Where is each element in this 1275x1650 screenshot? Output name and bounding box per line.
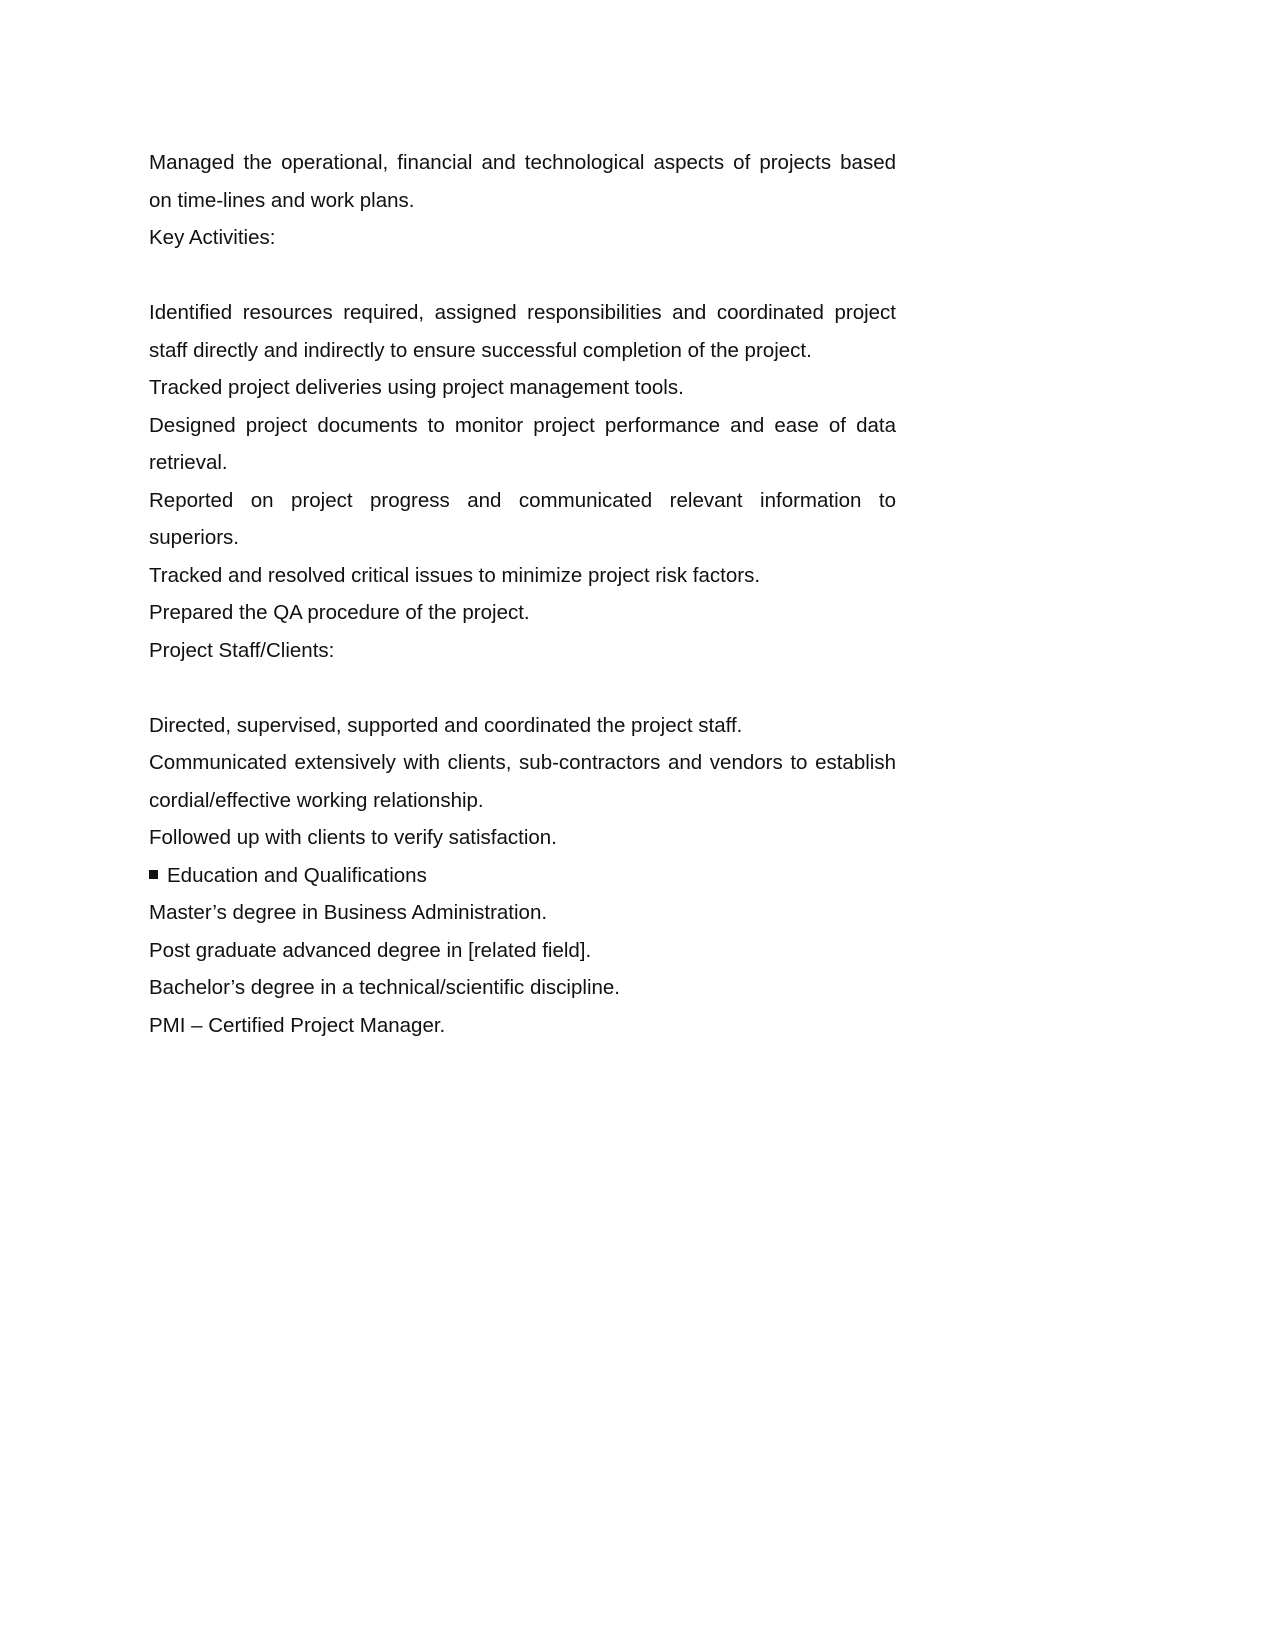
overview-line-2: on time-lines and work plans. [149, 188, 415, 212]
blank-line [149, 257, 896, 295]
activity-3-line-1: Designed project documents to monitor project performance and ease of data [149, 413, 896, 437]
staff-item-2-line-1: Communicated extensively with clients, sub-contractors and vendors to establish [149, 751, 896, 774]
project-staff-heading: Project Staff/Clients: [149, 638, 335, 662]
overview-line-1: Managed the operational, financial and technological aspects of projects based [149, 151, 896, 174]
education-heading: Education and Qualifications [167, 863, 427, 887]
education-item: Master’s degree in Business Administration. [149, 901, 548, 924]
staff-item-1: Directed, supervised, supported and coordinated the project staff. [149, 713, 743, 737]
activity-1-line-1: Identified resources required, assigned responsibilities and coordinated project [149, 301, 896, 324]
black-square-bullet-icon [149, 870, 158, 879]
activity-5: Tracked and resolved critical issues to minimize project risk factors. [149, 563, 761, 587]
staff-item-3: Followed up with clients to verify satisfaction. [149, 826, 557, 849]
activity-2: Tracked project deliveries using project management tools. [149, 376, 684, 399]
activity-1-line-2: staff directly and indirectly to ensure successful completion of the project. [149, 338, 812, 362]
activity-4-line-2: superiors. [149, 526, 240, 549]
education-heading-row [149, 857, 896, 895]
document-body [149, 144, 896, 1044]
education-item: Post graduate advanced degree in [related field]. [149, 938, 592, 962]
blank-line [149, 669, 896, 707]
staff-item-2-line-2: cordial/effective working relationship. [149, 788, 484, 812]
education-item: Bachelor’s degree in a technical/scientific discipline. [149, 976, 620, 999]
activity-4-line-1: Reported on project progress and communicated relevant information to [149, 488, 896, 512]
education-item: PMI – Certified Project Manager. [149, 1013, 446, 1037]
activity-6: Prepared the QA procedure of the project. [149, 601, 530, 624]
key-activities-heading: Key Activities: [149, 226, 276, 249]
activity-3-line-2: retrieval. [149, 451, 228, 474]
